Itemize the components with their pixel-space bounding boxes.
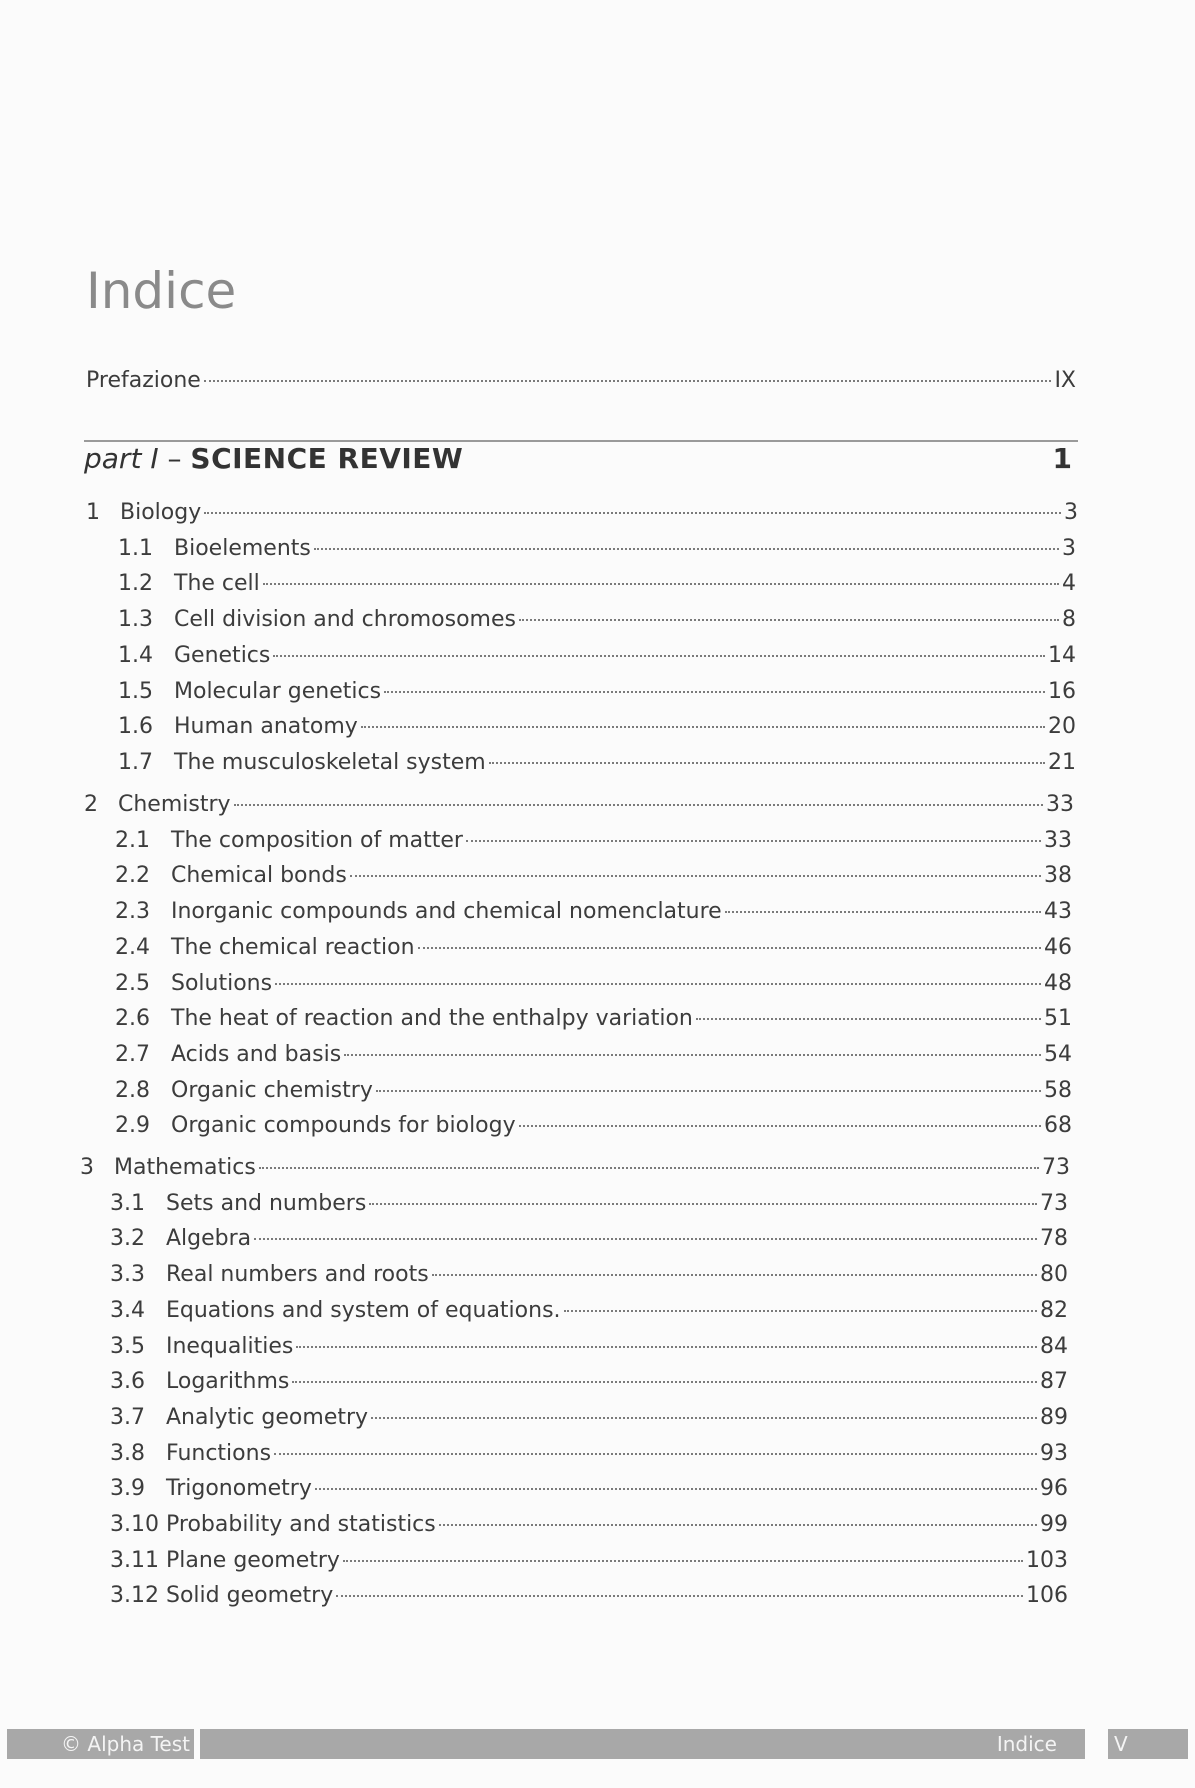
- entry-label: The heat of reaction and the enthalpy variation: [171, 1006, 693, 1032]
- entry-page: 48: [1044, 970, 1072, 996]
- toc-section-2-1[interactable]: [115, 828, 1072, 853]
- footer-section: Indice: [200, 1729, 1085, 1759]
- entry-number: 2.8: [115, 1077, 150, 1103]
- entry-page: 54: [1044, 1041, 1072, 1067]
- entry-number: 3.8: [110, 1440, 145, 1466]
- entry-label: Plane geometry: [166, 1547, 340, 1573]
- dot-leader: [489, 762, 1045, 764]
- entry-page: 73: [1042, 1155, 1070, 1180]
- dot-leader: [343, 1560, 1023, 1562]
- entry-number: 3.10: [110, 1512, 159, 1537]
- dot-leader: [315, 1488, 1037, 1490]
- part-separator: –: [158, 442, 191, 475]
- footer-page-number: V: [1108, 1729, 1188, 1759]
- dot-leader: [344, 1054, 1041, 1056]
- toc-section-1-6[interactable]: [118, 714, 1076, 739]
- toc-section-3-5[interactable]: [110, 1334, 1068, 1359]
- entry-label: Sets and numbers: [166, 1190, 367, 1216]
- entry-page: 3: [1062, 535, 1076, 561]
- entry-label: Trigonometry: [166, 1476, 312, 1502]
- toc-section-3-3[interactable]: [110, 1262, 1068, 1287]
- entry-number: 1.4: [118, 642, 153, 668]
- dot-leader: [439, 1524, 1037, 1526]
- entry-number: 1.5: [118, 678, 153, 704]
- toc-section-3-8[interactable]: [110, 1441, 1068, 1466]
- entry-page: 106: [1026, 1583, 1068, 1609]
- page-footer: [0, 1729, 1195, 1759]
- toc-section-1-4[interactable]: [118, 643, 1076, 668]
- entry-page: 33: [1044, 827, 1072, 853]
- dot-leader: [254, 1238, 1037, 1240]
- entry-label: Solid geometry: [166, 1583, 334, 1609]
- entry-page: 78: [1040, 1226, 1068, 1252]
- dot-leader: [376, 1090, 1041, 1092]
- toc-section-1-7[interactable]: [118, 750, 1076, 775]
- dot-leader: [371, 1417, 1037, 1419]
- toc-section-2-3[interactable]: [115, 899, 1072, 924]
- entry-page: 93: [1040, 1440, 1068, 1466]
- dot-leader: [204, 512, 1061, 514]
- entry-page: 33: [1046, 792, 1074, 817]
- entry-label: Biology: [120, 500, 202, 525]
- dot-leader: [314, 548, 1059, 550]
- toc-section-2-9[interactable]: [115, 1113, 1072, 1138]
- part-label: part I: [84, 442, 159, 475]
- entry-number: 3.5: [110, 1333, 145, 1359]
- dot-leader: [384, 691, 1045, 693]
- entry-page: 84: [1040, 1333, 1068, 1359]
- entry-label: Genetics: [174, 642, 271, 668]
- entry-number: 2.5: [115, 970, 150, 996]
- toc-entry-preface[interactable]: [86, 368, 1076, 393]
- entry-label: Cell division and chromosomes: [174, 607, 516, 633]
- entry-page: 89: [1040, 1404, 1068, 1430]
- entry-label: Organic compounds for biology: [171, 1113, 516, 1139]
- entry-label: Logarithms: [166, 1369, 290, 1395]
- toc-section-2-4[interactable]: [115, 935, 1072, 960]
- dot-leader: [725, 911, 1041, 913]
- part-name: SCIENCE REVIEW: [190, 442, 464, 475]
- entry-number: 2.9: [115, 1113, 150, 1139]
- entry-page: 80: [1040, 1262, 1068, 1288]
- entry-page: 51: [1044, 1006, 1072, 1032]
- toc-section-1-3[interactable]: [118, 607, 1076, 632]
- dot-leader: [234, 804, 1043, 806]
- entry-number: 3.2: [110, 1226, 145, 1252]
- entry-page: 99: [1040, 1512, 1068, 1537]
- dot-leader: [204, 380, 1052, 382]
- toc-section-3-2[interactable]: [110, 1226, 1068, 1251]
- entry-number: 1.1: [118, 535, 153, 561]
- dot-leader: [369, 1203, 1037, 1205]
- dot-leader: [292, 1381, 1037, 1383]
- entry-page: 21: [1048, 749, 1076, 775]
- dot-leader: [274, 1453, 1037, 1455]
- entry-label: Analytic geometry: [166, 1404, 369, 1430]
- entry-label: Bioelements: [174, 535, 311, 561]
- toc-section-3-11[interactable]: [110, 1548, 1068, 1573]
- entry-label: The musculoskeletal system: [174, 749, 486, 775]
- entry-label: Real numbers and roots: [166, 1262, 429, 1288]
- toc-chapter-1[interactable]: [86, 500, 1078, 525]
- dot-leader: [275, 983, 1041, 985]
- entry-number: 2.4: [115, 934, 150, 960]
- entry-page: 82: [1040, 1297, 1068, 1323]
- toc-section-3-1[interactable]: [110, 1191, 1068, 1216]
- entry-number: 3.12: [110, 1583, 159, 1609]
- entry-page: 103: [1026, 1547, 1068, 1573]
- dot-leader: [432, 1274, 1037, 1276]
- toc-section-2-8[interactable]: [115, 1078, 1072, 1103]
- entry-label: Inequalities: [166, 1333, 294, 1359]
- entry-page: 73: [1040, 1190, 1068, 1216]
- toc-section-2-6[interactable]: [115, 1006, 1072, 1031]
- entry-label: Acids and basis: [171, 1041, 342, 1067]
- entry-page: 14: [1048, 642, 1076, 668]
- dot-leader: [564, 1310, 1037, 1312]
- entry-number: 3.11: [110, 1547, 159, 1573]
- entry-page: IX: [1054, 368, 1076, 393]
- toc-chapter-3[interactable]: [80, 1155, 1070, 1180]
- entry-number: 1.7: [118, 749, 153, 775]
- entry-page: 8: [1062, 607, 1076, 633]
- dot-leader: [336, 1595, 1023, 1597]
- entry-label: Chemistry: [118, 792, 231, 817]
- toc-section-2-2[interactable]: [115, 863, 1072, 888]
- dot-leader: [350, 875, 1041, 877]
- entry-number: 3.6: [110, 1369, 145, 1395]
- dot-leader: [296, 1346, 1037, 1348]
- entry-label: The cell: [174, 571, 260, 597]
- entry-number: 3.3: [110, 1262, 145, 1288]
- entry-number: 2.6: [115, 1006, 150, 1032]
- dot-leader: [466, 840, 1041, 842]
- dot-leader: [263, 583, 1059, 585]
- dot-leader: [361, 726, 1045, 728]
- entry-number: 3.4: [110, 1297, 145, 1323]
- entry-number: 1.2: [118, 571, 153, 597]
- entry-label: Molecular genetics: [174, 678, 382, 704]
- entry-number: 1.3: [118, 607, 153, 633]
- entry-label: Solutions: [171, 970, 273, 996]
- page-title: Indice: [86, 262, 237, 320]
- entry-label: Algebra: [166, 1226, 252, 1252]
- entry-label: Prefazione: [86, 368, 201, 393]
- entry-number: 2: [84, 792, 98, 817]
- entry-number: 3.9: [110, 1476, 145, 1502]
- dot-leader: [273, 655, 1045, 657]
- toc-section-3-4[interactable]: [110, 1298, 1068, 1323]
- dot-leader: [519, 619, 1059, 621]
- entry-number: 2.3: [115, 899, 150, 925]
- dot-leader: [259, 1167, 1039, 1169]
- toc-section-1-2[interactable]: [118, 571, 1076, 596]
- toc-section-3-10[interactable]: [110, 1512, 1068, 1537]
- entry-label: Mathematics: [114, 1155, 256, 1180]
- toc-chapter-2[interactable]: [84, 792, 1074, 817]
- entry-number: 2.1: [115, 827, 150, 853]
- part-page: 1: [1052, 442, 1072, 475]
- entry-label: Inorganic compounds and chemical nomenclature: [171, 899, 722, 925]
- toc-section-3-6[interactable]: [110, 1369, 1068, 1394]
- entry-number: 3.1: [110, 1190, 145, 1216]
- entry-page: 16: [1048, 678, 1076, 704]
- entry-page: 3: [1064, 500, 1078, 525]
- entry-page: 4: [1062, 571, 1076, 597]
- entry-page: 46: [1044, 934, 1072, 960]
- entry-number: 1.6: [118, 714, 153, 740]
- entry-label: Probability and statistics: [166, 1512, 436, 1537]
- entry-number: 1: [86, 500, 100, 525]
- toc-section-2-5[interactable]: [115, 971, 1072, 996]
- dot-leader: [519, 1125, 1041, 1127]
- entry-page: 20: [1048, 714, 1076, 740]
- footer-publisher: © Alpha Test: [7, 1729, 194, 1759]
- toc-section-3-12[interactable]: [110, 1583, 1068, 1608]
- entry-number: 3.7: [110, 1404, 145, 1430]
- entry-label: Human anatomy: [174, 714, 358, 740]
- entry-page: 87: [1040, 1369, 1068, 1395]
- entry-number: 2.7: [115, 1041, 150, 1067]
- toc-section-1-1[interactable]: [118, 536, 1076, 561]
- entry-page: 38: [1044, 863, 1072, 889]
- entry-label: The composition of matter: [171, 827, 463, 853]
- entry-number: 3: [80, 1155, 94, 1180]
- entry-number: 2.2: [115, 863, 150, 889]
- entry-label: Organic chemistry: [171, 1077, 373, 1103]
- toc-section-2-7[interactable]: [115, 1042, 1072, 1067]
- entry-page: 58: [1044, 1077, 1072, 1103]
- dot-leader: [696, 1018, 1041, 1020]
- entry-label: The chemical reaction: [171, 934, 415, 960]
- entry-page: 68: [1044, 1113, 1072, 1139]
- entry-page: 96: [1040, 1476, 1068, 1502]
- dot-leader: [418, 947, 1041, 949]
- entry-label: Functions: [166, 1440, 272, 1466]
- entry-label: Chemical bonds: [171, 863, 347, 889]
- toc-section-3-9[interactable]: [110, 1476, 1068, 1501]
- entry-page: 43: [1044, 899, 1072, 925]
- part-heading[interactable]: [84, 442, 1078, 475]
- entry-label: Equations and system of equations.: [166, 1297, 561, 1323]
- toc-section-1-5[interactable]: [118, 679, 1076, 704]
- toc-section-3-7[interactable]: [110, 1405, 1068, 1430]
